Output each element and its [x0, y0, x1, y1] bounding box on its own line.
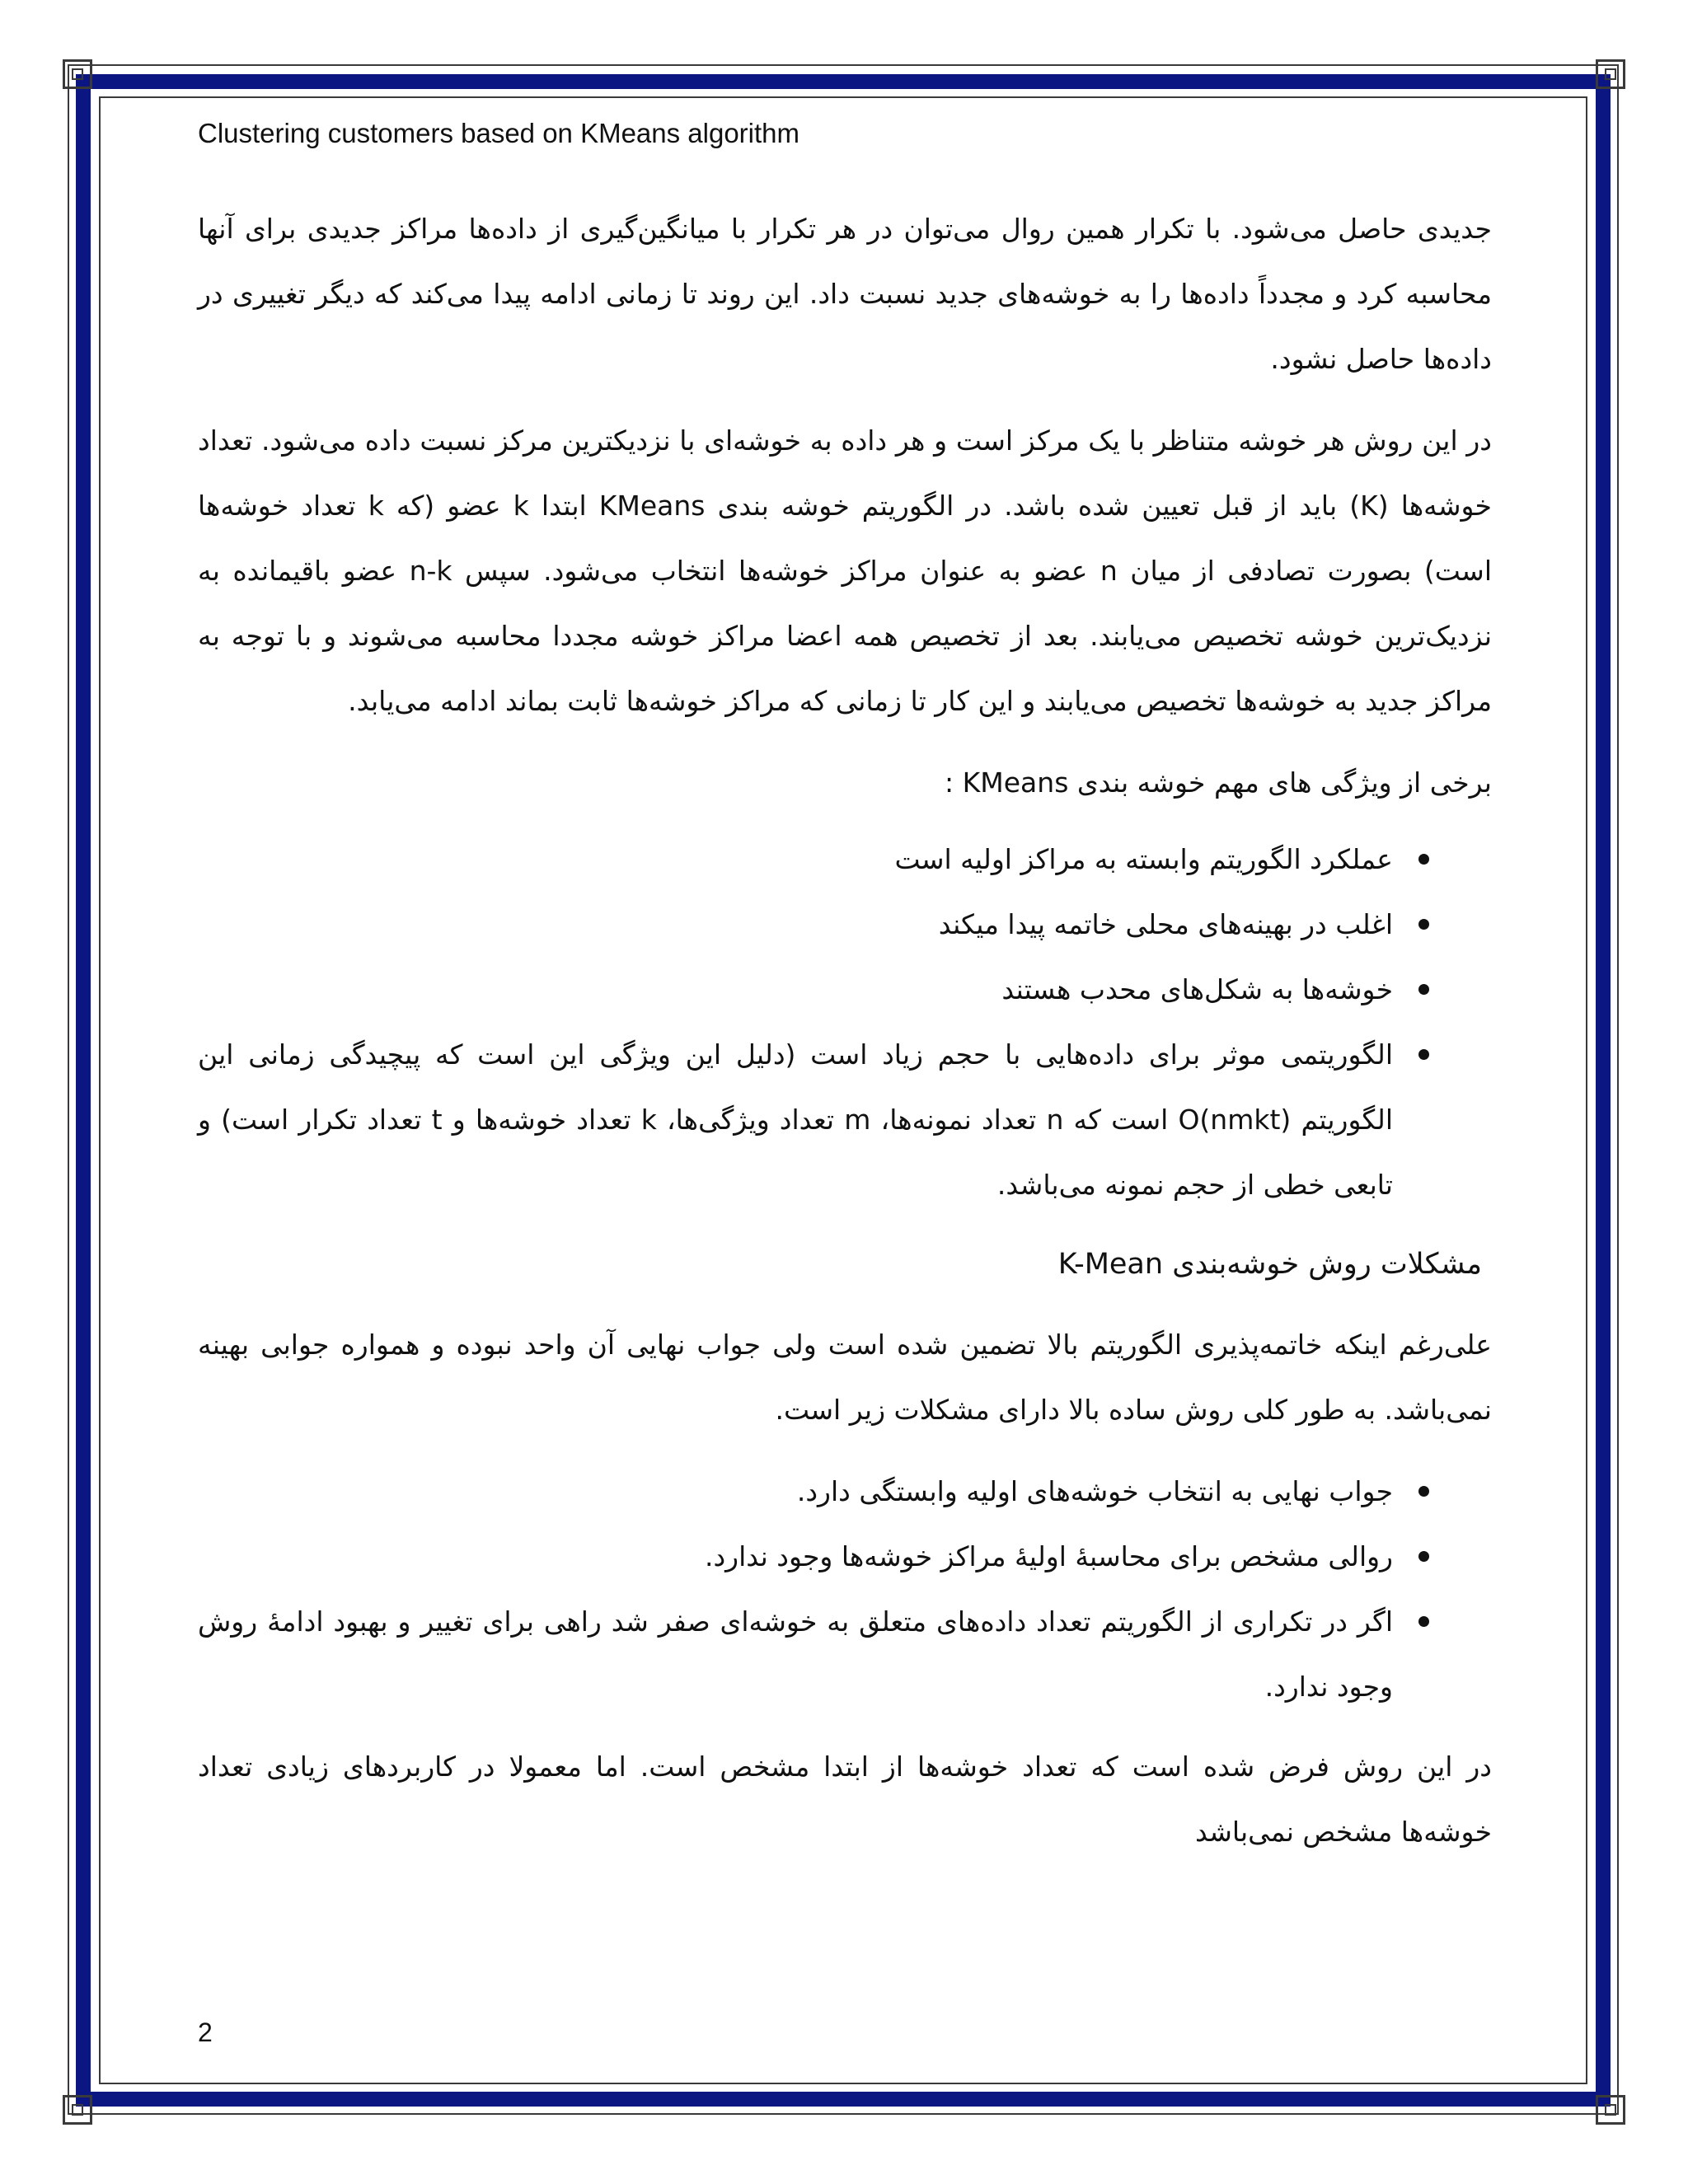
paragraph-method: در این روش هر خوشه متناظر با یک مرکز است و هر داده به خوشه‌ای با نزدیکترین مرکز نسبت داده می‌شود. تعداد خوشه‌ها (K) باید از قبل تعیین شده باشد. در الگوریتم خوشه بندی KMeans ابتدا k عضو (که k تعداد خوشه‌ها است) بصورت تصادفی از میان n عضو به عنوان مراکز خوشه‌ها انتخاب می‌شود. سپس n-k عضو باقیمانده به نزدیک‌ترین خوشه تخصیص می‌یابند. بعد از تخصیص همه اعضا مراکز خوشه مجددا محاسبه می‌شوند و با توجه به مراکز جدید به خوشه‌ها تخصیص می‌یابند و این کار تا زمانی که مراکز خوشه‌ها ثابت بماند ادامه می‌یابد. [198, 424, 1493, 717]
paragraph-problems-intro: علی‌رغم اینکه خاتمه‌پذیری الگوریتم بالا تضمین شده است ولی جواب نهایی آن واحد نبوده و همواره جوابی بهینه نمی‌باشد. به طور کلی روش ساده بالا دارای مشکلات زیر است. [198, 1329, 1492, 1426]
problems-list [198, 1459, 1492, 1719]
page-number: 2 [198, 2018, 213, 2047]
running-header: Clustering customers based on KMeans algorithm [198, 118, 800, 148]
features-heading: برخی از ویژگی های مهم خوشه بندی KMeans : [945, 766, 1492, 799]
paragraph-intro: جدیدی حاصل می‌شود. با تکرار همین روال می‌توان در هر تکرار با میانگین‌گیری از داده‌ها مراکز جدیدی برای آنها محاسبه کرد و مجدداً داده‌ها را به خوشه‌های جدید نسبت داد. این روند تا زمانی ادامه پیدا می‌کند که دیگر تغییری در داده‌ها حاصل نشود. [198, 213, 1492, 375]
corner-ornament-bottom-left [63, 2095, 92, 2125]
list-item: جواب نهایی به انتخاب خوشه‌های اولیه وابستگی دارد. [198, 1459, 1393, 1524]
corner-ornament-bottom-right [1596, 2095, 1625, 2125]
paragraph-closing: در این روش فرض شده است که تعداد خوشه‌ها از ابتدا مشخص است. اما معمولا در کاربردهای زیادی تعداد خوشه‌ها مشخص نمی‌باشد [198, 1750, 1492, 1848]
list-item: اغلب در بهینه‌های محلی خاتمه پیدا میکند [198, 892, 1393, 957]
features-list [198, 827, 1492, 1217]
list-item: عملکرد الگوریتم وابسته به مراکز اولیه است [198, 827, 1393, 892]
corner-ornament-top-right [1596, 59, 1625, 89]
list-item: الگوریتمی موثر برای داده‌هایی با حجم زیاد است (دلیل این ویژگی این است که پیچیدگی زمانی این الگوریتم O(nmkt) است که n تعداد نمونه‌ها، m تعداد ویژگی‌ها، k تعداد خوشه‌ها و t تعداد تکرار است) و تابعی خطی از حجم نمونه می‌باشد. [198, 1022, 1393, 1217]
list-item: اگر در تکراری از الگوریتم تعداد داده‌های متعلق به خوشه‌ای صفر شد راهی برای تغییر و بهبود ادامهٔ روش وجود ندارد. [198, 1589, 1393, 1719]
corner-ornament-top-left [63, 59, 92, 89]
page-body [198, 196, 1492, 1881]
list-item: روالی مشخص برای محاسبهٔ اولیهٔ مراکز خوشه‌ها وجود ندارد. [198, 1524, 1393, 1589]
list-item: خوشه‌ها به شکل‌های محدب هستند [198, 957, 1393, 1022]
section-heading: مشکلات روش خوشه‌بندی K-Mean [1057, 1248, 1482, 1281]
